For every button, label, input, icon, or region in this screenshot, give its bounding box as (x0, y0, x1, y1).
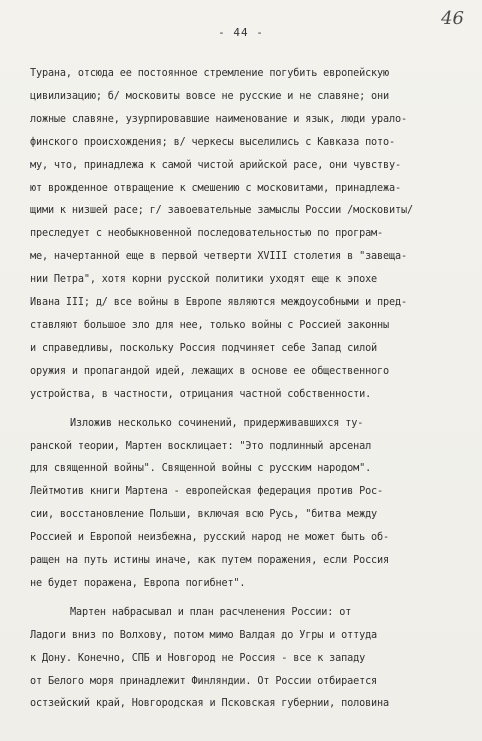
text-line: остзейский край, Новгородская и Псковская губернии, половина (30, 698, 390, 710)
text-line: ставляют большое зло для нее, только войны с Россией законны (30, 319, 390, 331)
text-line: Изложив несколько сочинений, придерживавшихся ту- (70, 417, 364, 429)
text-line: ранской теории, Мартен восклицает: "Это подлинный арсенал (30, 440, 372, 452)
text-line: от Белого моря принадлежит Финляндии. От России отбирается (30, 675, 378, 687)
text-line: ме, начертанной еще в первой четверти XVIII столетия в "завеща- (30, 251, 407, 263)
text-line: Турана, отсюда ее постоянное стремление погубить европейскую (30, 68, 390, 79)
text-line: преследует с необыкновенной последовательностью по програм- (30, 228, 384, 240)
page-number: - 44 - (218, 26, 264, 39)
text-line: ращен на путь истины иначе, как путем поражения, если Россия (30, 555, 390, 567)
text-line: ложные славяне, узурпировавшие наименование и язык, люди урало- (30, 113, 407, 125)
text-line: для священной войны". Священной войны с русским народом". (30, 463, 372, 475)
text-line: и справедливы, поскольку Россия подчиняет себе Запад силой (30, 342, 378, 354)
text-line: устройства, в частности, отрицания частной собственности. (30, 388, 372, 400)
text-line: нии Петра", хотя корни русской политики уходят еще к эпохе (30, 274, 378, 286)
text-line: цивилизацию; б/ московиты вовсе не русские и не славяне; они (30, 90, 390, 102)
text-line: Лейтмотив книги Мартена - европейская федерация против Рос- (30, 486, 384, 498)
body-text (30, 63, 460, 716)
text-line: Ивана III; д/ все войны в Европе являются междоусобными и пред- (30, 297, 407, 309)
text-line: ют врожденное отвращение к смешению с московитами, принадлежа- (30, 182, 401, 194)
text-line: Мартен набрасывал и план расчленения России: от (70, 606, 352, 618)
text-line: щими к низшей расе; г/ завоевательные замыслы России /московиты/ (30, 205, 413, 217)
text-line: Ладоги вниз по Волхову, потом мимо Валдая до Угры и оттуда (30, 629, 378, 641)
text-line: Россией и Европой неизбежна, русский народ не может быть об- (30, 532, 390, 544)
text-line: финского происхождения; в/ черкесы выселились с Кавказа пото- (30, 136, 395, 148)
text-line: му, что, принадлежа к самой чистой арийской расе, они чувству- (30, 159, 401, 171)
text-line: не будет поражена, Европа погибнет". (30, 577, 246, 589)
text-line: сии, восстановление Польши, включая всю Русь, "битва между (30, 509, 378, 521)
text-line: оружия и пропагандой идей, лежащих в основе ее общественного (30, 365, 390, 377)
folio-mark: 46 (441, 8, 464, 29)
text-line: к Дону. Конечно, СПБ и Новгород не Россия - все к западу (30, 652, 366, 664)
